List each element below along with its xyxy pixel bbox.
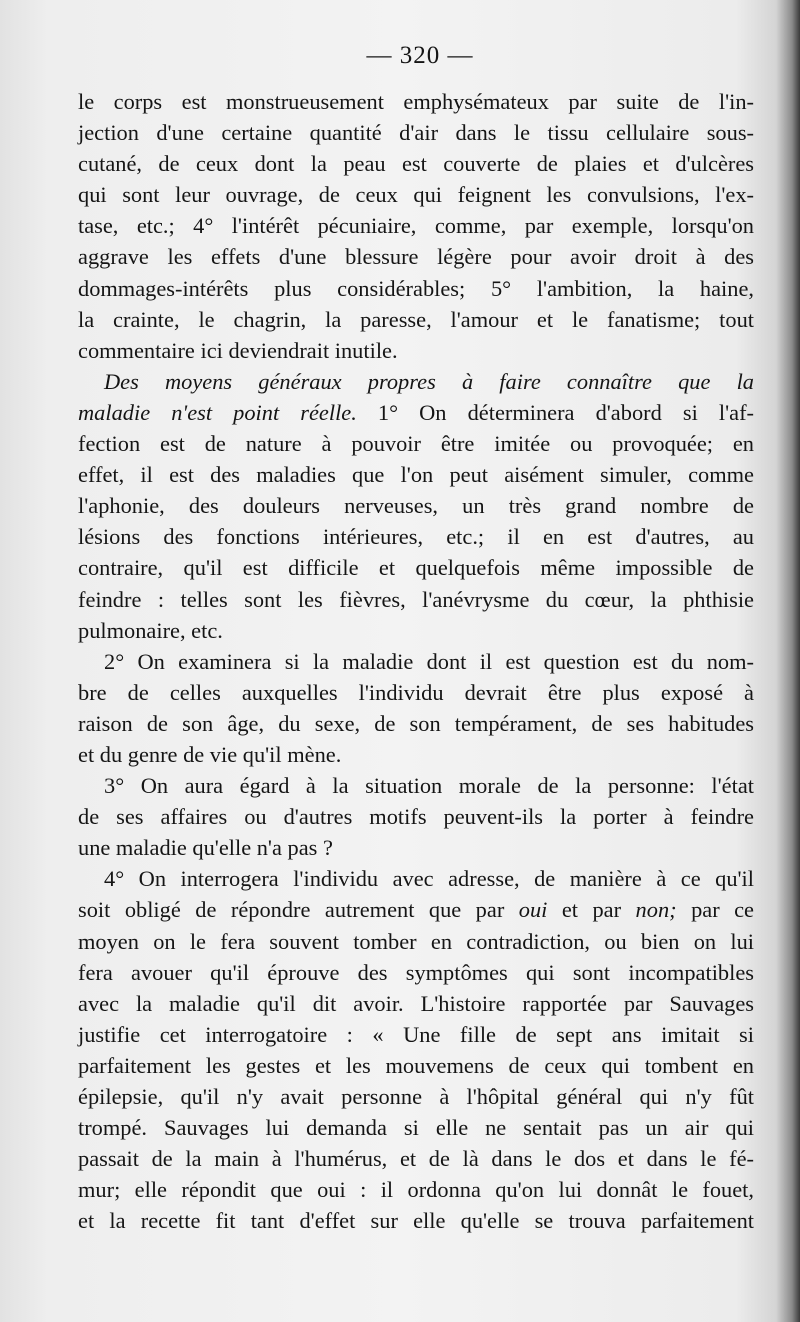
text-line: jection d'une certaine quantité d'air dans le tissu cellulaire sous- [78,120,754,146]
text-line: épilepsie, qu'il n'y avait personne à l'hôpital général qui n'y fût [78,1084,754,1109]
text-fragment: 1° On déterminera d'abord si l'af- [356,399,754,425]
text-line: feindre : telles sont les fièvres, l'anévrysme du cœur, la phthisie [78,586,754,612]
text-line: cutané, de ceux dont la peau est couverte de plaies et d'ulcères [78,151,754,177]
section-heading-italic: maladie n'est point réelle. [78,399,357,425]
text-line: justifie cet interrogatoire : « Une fille de sept ans imitait si [78,1021,754,1047]
text-line: moyen on le fera souvent tomber en contradiction, ou bien on lui [78,928,754,954]
text-fragment: par ce [676,897,754,923]
text-line: 4° On interrogera l'individu avec adresse, de manière à ce qu'il [104,866,754,892]
text-line: trompé. Sauvages lui demanda si elle ne sentait pas un air qui [78,1115,754,1141]
text-line: la crainte, le chagrin, la paresse, l'amour et le fanatisme; tout [78,306,754,332]
page-number: — 320 — [366,42,474,69]
text-line: aggrave les effets d'une blessure légère pour avoir droit à des [78,244,754,270]
text-line: commentaire ici deviendrait inutile. [78,337,398,363]
text-line: parfaitement les gestes et les mouvemens de ceux qui tombent en [78,1052,754,1078]
italic-word: oui [518,897,548,923]
text-line: fera avouer qu'il éprouve des symptômes qui sont incompatibles [78,959,754,985]
text-line: et la recette fit tant d'effet sur elle qu'elle se trouva parfaitement [78,1208,754,1234]
text-line: mur; elle répondit que oui : il ordonna qu'on lui donnât le fouet, [78,1177,754,1203]
text-line: dommages-intérêts plus considérables; 5° l'ambition, la haine, [78,275,754,301]
text-fragment: et par [547,897,636,923]
text-line: le corps est monstrueusement emphysémateux par suite de l'in- [78,89,754,114]
section-heading-line [78,397,754,428]
body-text [78,86,754,1236]
italic-word: non; [635,897,677,923]
text-line: 3° On aura égard à la situation morale de la personne: l'état [104,773,754,799]
text-line: effet, il est des maladies que l'on peut aisément simuler, comme [78,462,754,488]
text-line: une maladie qu'elle n'a pas ? [78,835,333,861]
text-line: pulmonaire, etc. [78,617,223,643]
text-line: passait de la main à l'humérus, et de là dans le dos et dans le fé- [78,1146,754,1172]
text-line: de ses affaires ou d'autres motifs peuvent-ils la porter à feindre [78,804,754,830]
text-fragment: soit obligé de répondre autrement que par [78,897,519,923]
text-line: et du genre de vie qu'il mène. [78,741,342,767]
text-line: l'aphonie, des douleurs nerveuses, un très grand nombre de [78,493,754,519]
text-line: lésions des fonctions intérieures, etc.; il en est d'autres, au [78,524,754,550]
section-heading-line: Des moyens généraux propres à faire connaître que la [104,368,754,394]
text-line: avec la maladie qu'il dit avoir. L'histoire rapportée par Sauvages [78,990,754,1016]
text-line: fection est de nature à pouvoir être imitée ou provoquée; en [78,431,754,457]
text-line: 2° On examinera si la maladie dont il est question est du nom- [104,648,754,674]
text-line: contraire, qu'il est difficile et quelquefois même impossible de [78,555,754,581]
text-line: bre de celles auxquelles l'individu devrait être plus exposé à [78,679,754,705]
text-line [78,894,754,925]
text-line: qui sont leur ouvrage, de ceux qui feignent les convulsions, l'ex- [78,182,754,208]
text-line: raison de son âge, du sexe, de son tempérament, de ses habitudes [78,710,754,736]
text-line: tase, etc.; 4° l'intérêt pécuniaire, comme, par exemple, lorsqu'on [78,213,754,239]
